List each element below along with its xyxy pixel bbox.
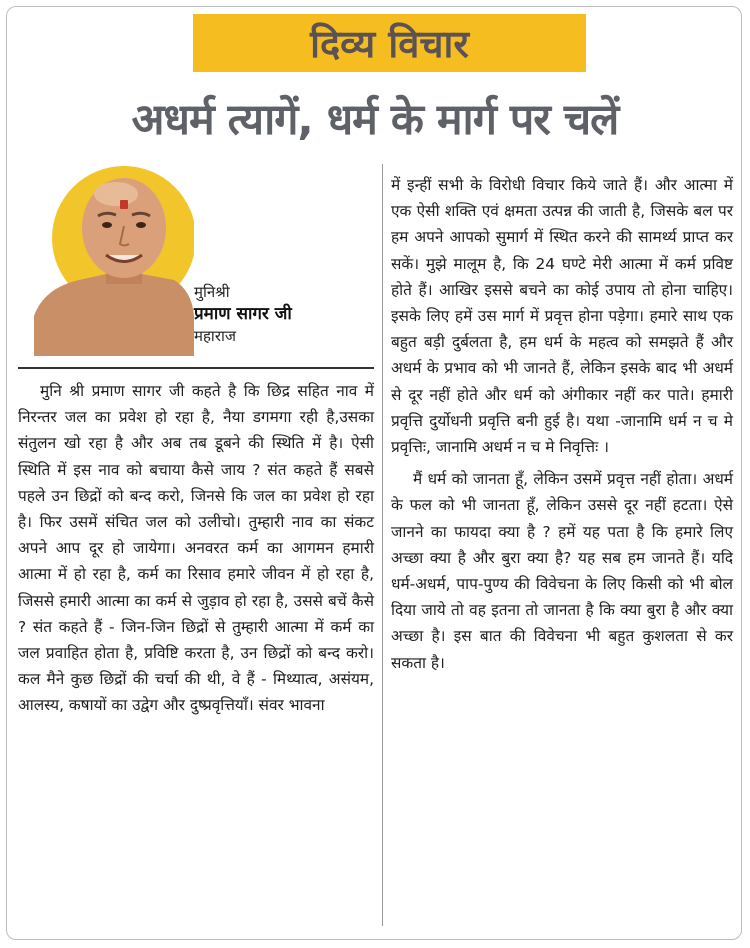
author-byline	[194, 282, 292, 346]
right-column	[391, 172, 733, 676]
portrait-tilak	[120, 200, 128, 209]
portrait-shoulders	[34, 274, 194, 356]
banner-title: दिव्य विचार	[310, 22, 469, 66]
author-suffix: महाराज	[194, 327, 236, 345]
article-paragraph: में इन्हीं सभी के विरोधी विचार किये जाते हैं। और आत्मा में एक ऐसी शक्ति एवं क्षमता उत्पन्न की जाती है, जिसके बल पर हम अपने आपको सुमार्ग में स्थित करने की सामर्थ्य प्राप्त कर सकें। मुझे मालूम है, कि 24 घण्टे मेरी आत्मा में कर्म प्रविष्ट होते हैं। आखिर इससे बचने का कोई उपाय तो होना चाहिए। इसके लिए हमें उस मार्ग में प्रवृत्त होना पड़ेगा। हमारे साथ एक बहुत बड़ी दुर्बलता है, हम धर्म के महत्व को समझते हैं और अधर्म के प्रभाव को भी जानते हैं, लेकिन इसके बाद भी अधर्म से दूर नहीं होते और धर्म को अंगीकार नहीं कर पाते। हमारी प्रवृत्ति दुर्योधनी प्रवृत्ति बनी हुई है। यथा -जानामि धर्म न च मे प्रवृत्तिः, जानामि अधर्म न च मे निवृत्तिः ।	[391, 176, 733, 457]
section-banner	[193, 14, 586, 72]
article-paragraph: मैं धर्म को जानता हूँ, लेकिन उसमें प्रवृत्त नहीं होता। अधर्म के फल को भी जानता हूँ, लेकिन उससे दूर नहीं हटता। ऐसे जानने का फायदा क्या है ? हमें यह पता है कि हमारे लिए अच्छा क्या है और बुरा क्या है? यह सब हम जानते हैं। यदि धर्म-अधर्म, पाप-पुण्य की विवेचना के लिए किसी को भी बोल दिया जाये तो वह इतना तो जानता है कि क्या बुरा है और क्या अच्छा है। इस बात की विवेचना भी बहुत कुशलता से कर सकता है।	[391, 470, 733, 672]
portrait-right-eye	[136, 222, 146, 228]
portrait-left-eye	[102, 222, 112, 228]
author-name: प्रमाण सागर जी	[194, 304, 292, 324]
portrait-head-shine	[94, 182, 138, 206]
byline-divider	[18, 367, 374, 369]
author-portrait	[34, 166, 194, 356]
article-paragraph: मुनि श्री प्रमाण सागर जी कहते है कि छिद्र सहित नाव में निरन्तर जल का प्रवेश हो रहा है, नैया डगमगा रही है,उसका संतुलन खो रहा है और अब तब डूबने की स्थिति में है। ऐसी स्थिति में इस नाव को बचाया कैसे जाय ? संत कहते हैं सबसे पहले उन छिद्रों को बन्द करो, जिनसे कि जल का प्रवेश हो रहा है। फिर उसमें संचित जल को उलीचो। तुम्हारी नाव का संकट अपने आप दूर हो जायेगा। अनवरत कर्म का आगमन हमारी आत्मा में हो रहा है, कर्म का रिसाव हमारे जीवन में हो रहा है, जिससे हमारी आत्मा का कर्म से जुड़ाव हो रहा है, उससे बचें कैसे ? संत कहते हैं - जिन-जिन छिद्रों से तुम्हारी आत्मा में कर्म का जल प्रवाहित होता है, प्रविष्टि करता है, उन छिद्रों को बन्द करो। कल मैने कुछ छिद्रों की चर्चा की थी, वे हैं - मिथ्यात्व, असंयम, आलस्य, कषायों का उद्वेग और दुष्प्रवृत्तियाँ। संवर भावना	[18, 382, 374, 715]
author-prefix: मुनिश्री	[194, 283, 230, 301]
article-headline: अधर्म त्यागें, धर्म के मार्ग पर चलें	[131, 95, 619, 145]
column-divider	[382, 164, 383, 926]
left-column	[18, 378, 374, 719]
